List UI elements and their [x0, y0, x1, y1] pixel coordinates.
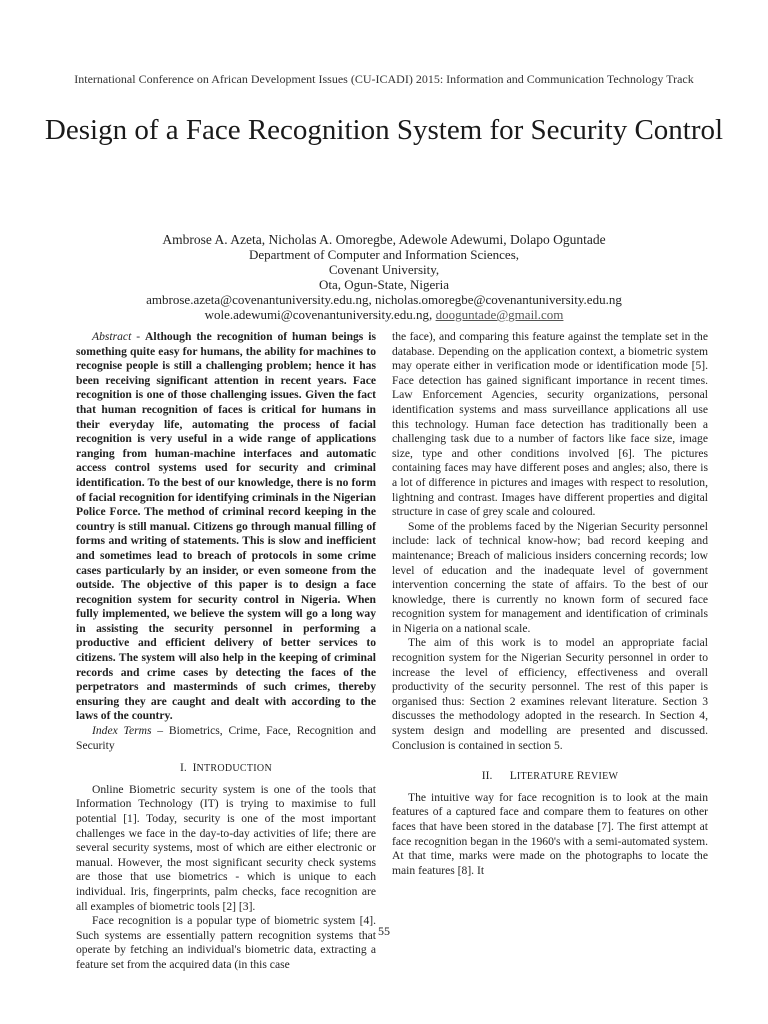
index-terms-lead: Index Terms — [92, 724, 152, 738]
right-paragraph-1: the face), and comparing this feature against the template set in the database. Depending on the application context, a biometric system may operate either in verification mode or identification mode [5]. Face detection has gained significant importance in recent times. Law Enforcement Agencies, security organizations, personal identification systems and mass surveillance applications all use this technology. Human face detection has traditionally been a challenging task due to a number of factors like face size, image size, type and other conditions involved [6]. The pictures containing faces may have different poses and angles; also, there is a lot of difference in pictures and images with respect to resolution, lightning and contrast. Images have different properties and digital structure in case of grey scale and coloured. — [392, 330, 708, 519]
right-paragraph-2: Some of the problems faced by the Nigerian Security personnel include: lack of technical know-how; bad record keeping and maintenance; Breach of malicious insiders concerning records; low level of education and the inadequate level of government intervention concerning the state of affairs. To the best of our knowledge, there is currently no known form of secured face recognition system for management and identification of criminals in Nigeria on a national scale. — [392, 519, 708, 635]
author-university: Covenant University, — [328, 262, 440, 277]
section-heading-literature-review — [392, 769, 708, 785]
section-title-rest-2: EVIEW — [584, 771, 619, 783]
abstract-text: Although the recognition of human beings is something quite easy for humans, the ability for machines to recognise people is still a challenging problem; hence it has been receiving significant attention in recent years. Face recognition is one of those challenging issues. Given the fact that human recognition of faces is critical for humans in their everyday life, automating the process of facial recognition is very useful in a wide range of applications ranging from human-machine interfaces and automatic access control systems used for security and criminal identification. To the best of our knowledge, there is no form of facial recognition for identifying criminals in the Nigerian Police Force. The method of criminal record keeping in the country is still manual. Citizens go through manual filling of forms and writing of statements. This is slow and inefficient and sometimes lead to breach of protocols in some crime cases particularly by an insider, or even someone from the outside. The objective of this paper is to design a face recognition system for security control in Nigeria. When fully implemented, we believe the system will go a long way in assisting the security personnel in performing a productive and efficient delivery of better services to citizens. The system will also help in the keeping of criminal records and crime cases by detecting the faces of the perpetrators and masterminds of such crimes, thereby ensuring they are caught and dealt with according to the laws of the country. — [76, 330, 376, 723]
author-names: Ambrose A. Azeta, Nicholas A. Omoregbe, Adewole Adewumi, Dolapo Oguntade — [162, 232, 606, 247]
index-terms — [76, 724, 376, 753]
author-department: Department of Computer and Information Sciences, — [248, 247, 520, 262]
section-initial: I — [192, 761, 197, 775]
section-number: I. — [180, 761, 187, 775]
literature-paragraph-1: The intuitive way for face recognition is to look at the main features of a captured face and compare them to features on other faces that have been stored in the database [7]. The first attempt at face recognition began in the 1960's with a semi-automated system. At that time, marks were made on the photographs to locate the main features [8]. It — [392, 790, 708, 877]
right-column — [392, 330, 708, 878]
section-title-rest: NTRODUCTION — [196, 763, 272, 775]
section-heading-introduction — [76, 761, 376, 777]
section-number: II. — [481, 769, 493, 783]
author-emails-2 — [0, 307, 768, 322]
conference-header: International Conference on African Development Issues (CU-ICADI) 2015: Information and Communication Technology Track — [74, 72, 694, 86]
intro-paragraph-2: Face recognition is a popular type of biometric system [4]. Such systems are essentially pattern recognition systems that operate by fetching an individual's biometric data, extracting a feature set from the acquired data (in this case — [76, 914, 376, 971]
abstract-lead: Abstract - — [92, 330, 145, 343]
author-emails-2-prefix: wole.adewumi@covenantuniversity.edu.ng, — [204, 307, 436, 322]
left-column — [76, 330, 376, 973]
email-link[interactable]: dooguntade@gmail.com — [435, 307, 564, 322]
section-initial-2: R — [576, 769, 585, 783]
author-location: Ota, Ogun-State, Nigeria — [319, 277, 449, 292]
right-paragraph-3: The aim of this work is to model an appropriate facial recognition system for the Nigerian Security personnel in order to increase the level of efficiency, effectiveness and overall productivity of the security personnel. The rest of this paper is organised thus: Section 2 examines relevant literature. Section 3 discusses the methodology adopted in the research. In Section 4, system design and modelling are presented and discussed. Conclusion is contained in section 5. — [392, 636, 708, 752]
page-number: 55 — [378, 924, 390, 938]
author-block — [0, 232, 768, 322]
index-terms-text: – Biometrics, Crime, Face, Recognition and Security — [76, 724, 376, 752]
author-emails-1: ambrose.azeta@covenantuniversity.edu.ng, nicholas.omoregbe@covenantuniversity.edu.ng — [146, 292, 622, 307]
intro-paragraph-1: Online Biometric security system is one of the tools that Information Technology (IT) is trying to maximise to full potential [1]. Today, security is one of the most important challenges we face in the day-to-day activities of life; there are several security systems, most of which are either electronic or manual. However, the most significant security check systems are those that use biometrics - which is unique to each individual. Iris, fingerprints, palm checks, face recognition are all examples of biometric tools [2] [3]. — [76, 782, 376, 913]
paper-title: Design of a Face Recognition System for Security Control — [44, 114, 724, 146]
section-initial: L — [509, 769, 517, 783]
section-title-rest: ITERATURE — [516, 771, 577, 783]
abstract — [76, 330, 376, 724]
